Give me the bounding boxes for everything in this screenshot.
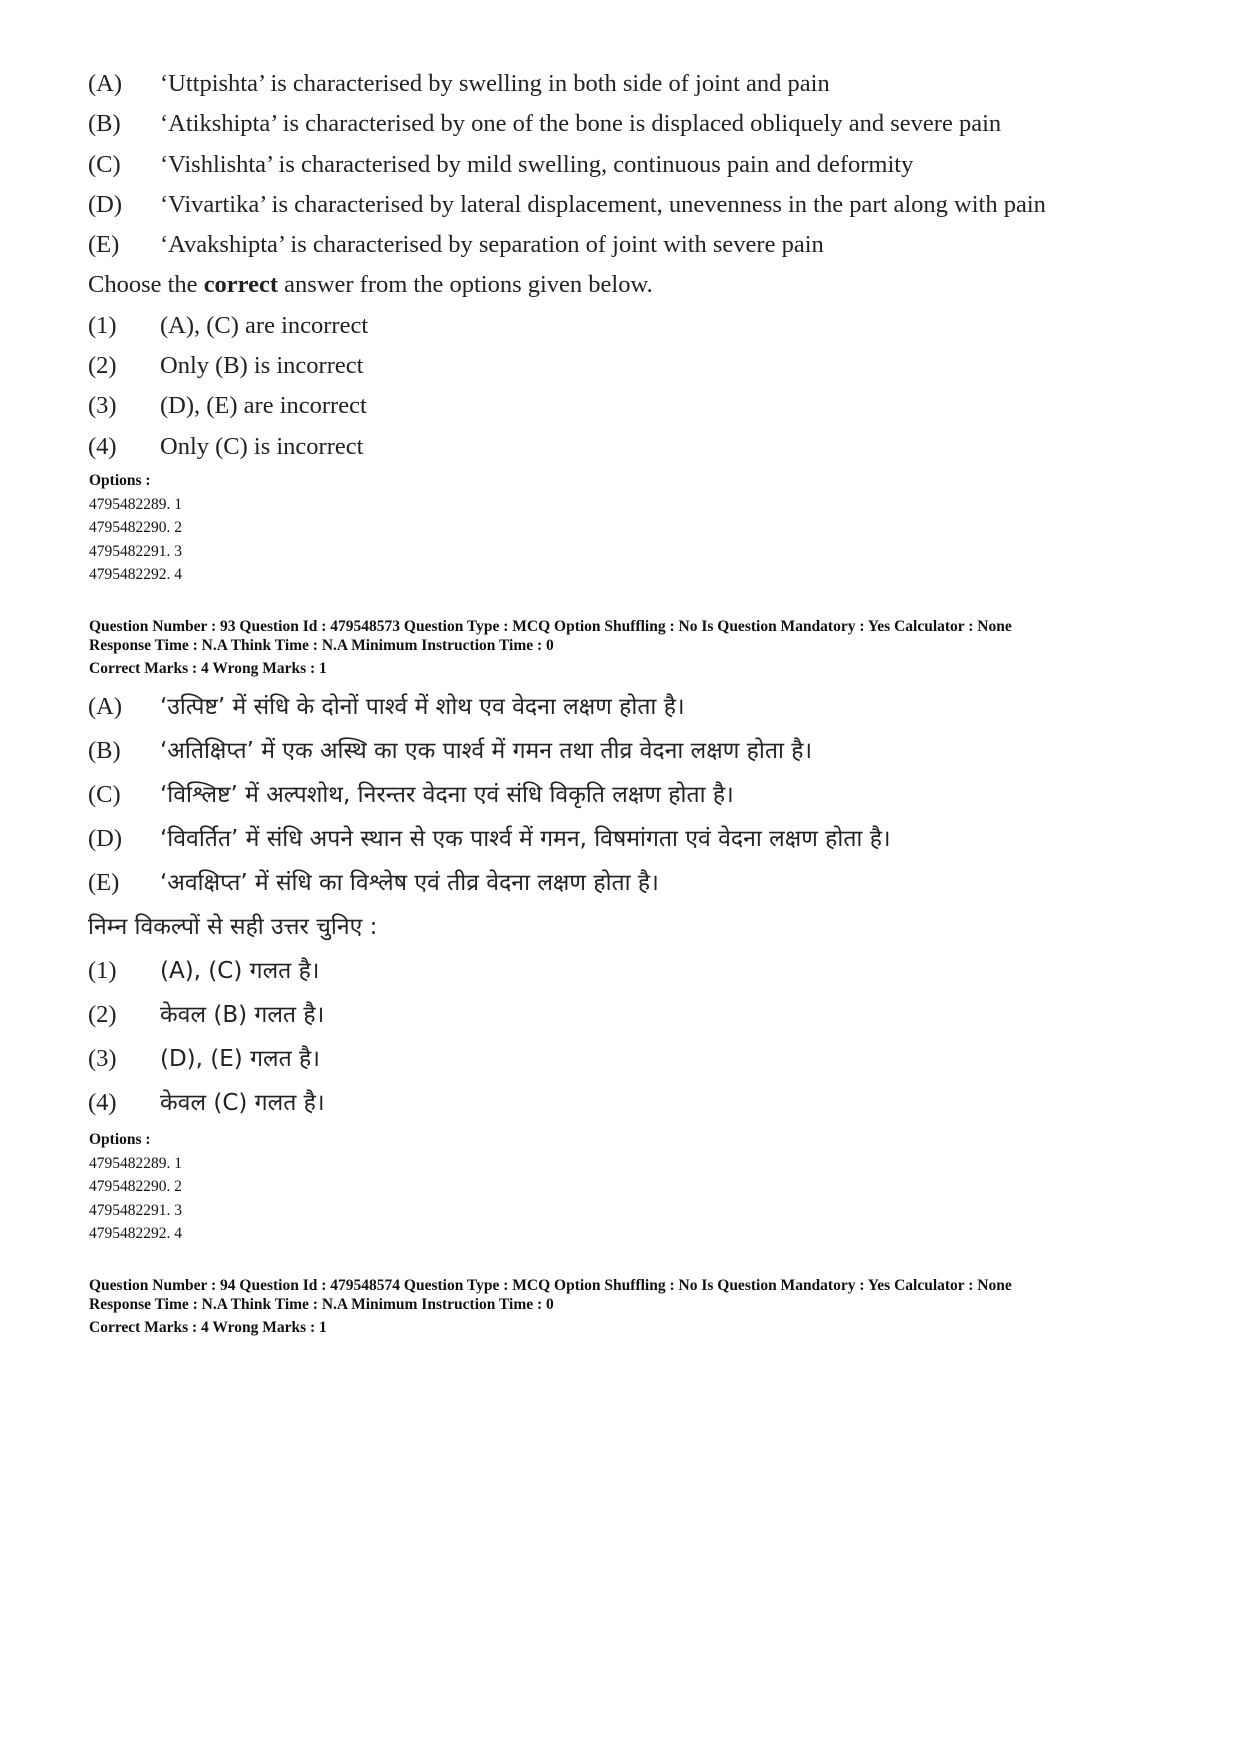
q94-meta-line1: Question Number : 94 Question Id : 479548574 Question Type : MCQ Option Shuffling : No Is Question Mandatory : Yes Calculator : None (89, 1277, 1012, 1294)
q93-answer-4: (4) केवल (C) गलत है। (88, 1089, 325, 1116)
q92-option-3: 4795482291. 3 (89, 542, 182, 560)
q93-answer-2: (2) केवल (B) गलत है। (88, 1001, 325, 1028)
q93-marks: Correct Marks : 4 Wrong Marks : 1 (89, 660, 327, 677)
q94-marks: Correct Marks : 4 Wrong Marks : 1 (89, 1319, 327, 1336)
q92-statement-c: (C) ‘Vishlishta’ is characterised by mild swelling, continuous pain and deformity (88, 150, 914, 178)
q93-answer-3: (3) (D), (E) गलत है। (88, 1045, 320, 1072)
q93-statement-c: (C) ‘विश्लिष्ट’ में अल्पशोथ, निरन्तर वेदना एवं संधि विकृति लक्षण होता है। (88, 781, 734, 808)
q92-option-1: 4795482289. 1 (89, 495, 182, 513)
q92-statement-a: (A) ‘Uttpishta’ is characterised by swelling in both side of joint and pain (88, 70, 830, 97)
q93-meta-line1: Question Number : 93 Question Id : 479548573 Question Type : MCQ Option Shuffling : No Is Question Mandatory : Yes Calculator : None (89, 618, 1012, 635)
q93-meta (89, 617, 1200, 678)
q93-statement-d: (D) ‘विवर्तित’ में संधि अपने स्थान से एक पार्श्व में गमन, विषमांगता एवं वेदना लक्षण होता है। (88, 825, 891, 852)
q92-options (89, 469, 182, 587)
q93-option-2: 4795482290. 2 (89, 1178, 182, 1195)
q93-option-3: 4795482291. 3 (89, 1201, 182, 1219)
q92-answer-3: (3) (D), (E) are incorrect (88, 392, 367, 420)
q93-options (89, 1128, 182, 1246)
q92-options-heading: Options : (89, 472, 151, 489)
q92-option-4: 4795482292. 4 (89, 566, 182, 583)
q93-statement-b: (B) ‘अतिक्षिप्त’ में एक अस्थि का एक पार्श्व में गमन तथा तीव्र वेदना लक्षण होता है। (88, 737, 813, 764)
q93-option-1: 4795482289. 1 (89, 1154, 182, 1172)
q93-instruction: निम्न विकल्पों से सही उत्तर चुनिए : (88, 914, 378, 940)
q92-statements (88, 64, 1200, 467)
q93-answer-1: (1) (A), (C) गलत है। (88, 957, 320, 984)
q92-statement-b: (B) ‘Atikshipta’ is characterised by one of the bone is displaced obliquely and severe pain (88, 110, 1002, 138)
q92-instruction: Choose the correct answer from the options given below. (88, 271, 653, 299)
q93-statements (88, 685, 1200, 1125)
q92-answer-4: (4) Only (C) is incorrect (88, 432, 364, 460)
q93-option-4: 4795482292. 4 (89, 1225, 182, 1242)
q93-statement-e: (E) ‘अवक्षिप्त’ में संधि का विश्लेष एवं तीव्र वेदना लक्षण होता है। (88, 869, 659, 896)
q93-meta-line2: Response Time : N.A Think Time : N.A Minimum Instruction Time : 0 (89, 637, 554, 654)
q93-statement-a: (A) ‘उत्पिष्ट’ में संधि के दोनों पार्श्व में शोथ एव वेदना लक्षण होता है। (88, 693, 685, 720)
q92-statement-e: (E) ‘Avakshipta’ is characterised by separation of joint with severe pain (88, 231, 824, 259)
q94-meta (89, 1276, 1200, 1337)
q92-answer-2: (2) Only (B) is incorrect (88, 352, 364, 380)
q92-option-2: 4795482290. 2 (89, 519, 182, 536)
q93-options-heading: Options : (89, 1131, 151, 1148)
q92-answer-1: (1) (A), (C) are incorrect (88, 311, 369, 339)
q92-statement-d: (D) ‘Vivartika’ is characterised by lateral displacement, unevenness in the part along with pain (88, 190, 1046, 218)
q94-meta-line2: Response Time : N.A Think Time : N.A Minimum Instruction Time : 0 (89, 1296, 554, 1313)
